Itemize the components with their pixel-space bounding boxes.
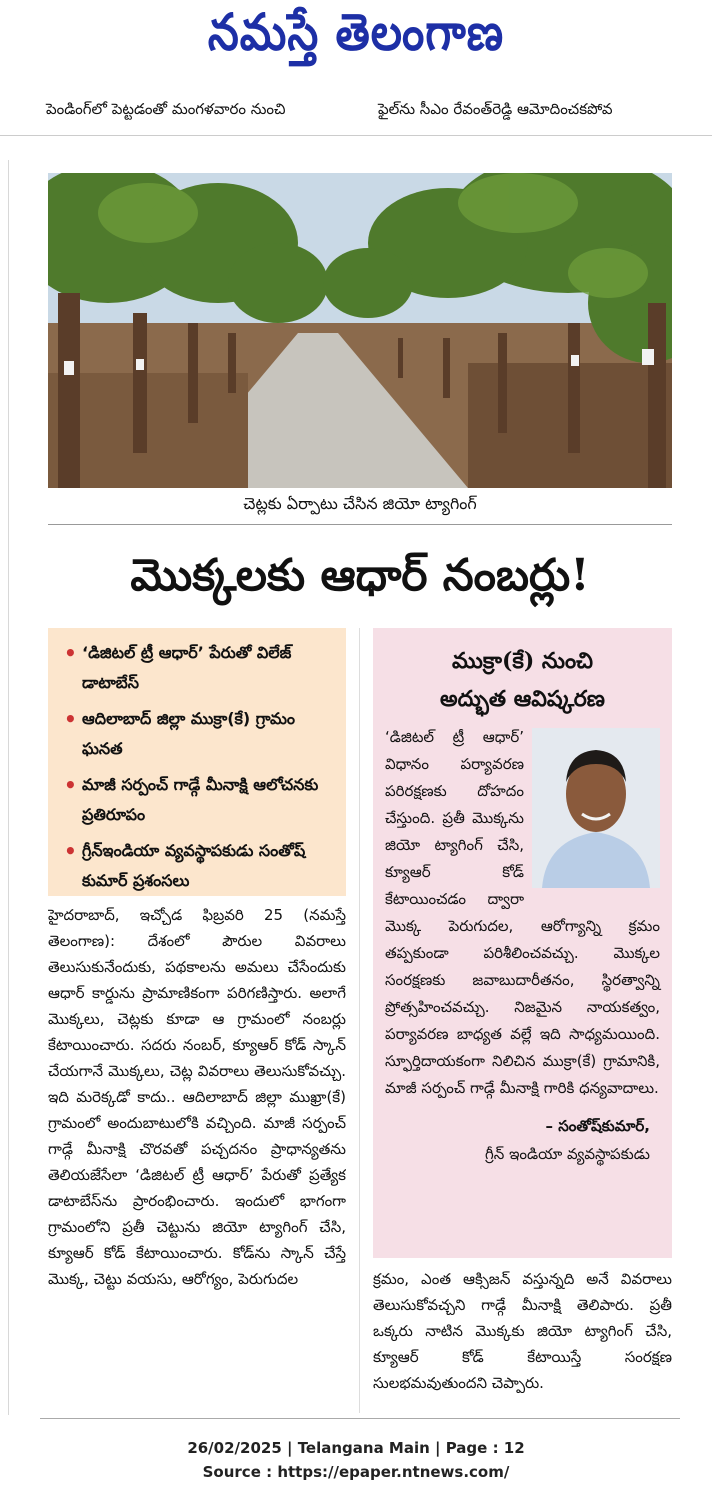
- article-body-right: క్రమం, ఎంత ఆక్సిజన్ వస్తున్నది అనే వివరాలు తెలుసుకోవచ్చని గాడ్గే మీనాక్షి తెలిపారు. ప్రతీ ఒక్కరు నాటిన మొక్కకు జియో ట్యాగింగ్ చేసి, క్యూఆర్ కోడ్ కేటాయిస్తే సంరక్షణ సులభమవుతుందని చెప్పారు.: [373, 1270, 672, 1392]
- highlights-box: [48, 628, 346, 896]
- highlight-item: • ఆదిలాబాద్ జిల్లా ముక్రా(కే) గ్రామం ఘనత: [62, 704, 336, 764]
- highlight-item: • గ్రీన్‌ఇండియా వ్యవస్థాపకుడు సంతోష్ కుమార్ ప్రశంసలు: [62, 836, 336, 896]
- portrait-photo: [532, 728, 660, 888]
- newspaper-logo: నమస్తే తెలంగాణ: [207, 3, 505, 62]
- page-edge-rule: [8, 160, 9, 1415]
- page-footer: [0, 1436, 712, 1496]
- quote-attribution: [385, 1112, 660, 1168]
- sidebar-title: [385, 642, 660, 718]
- attribution-role: గ్రీన్ ఇండియా వ్యవస్థాపకుడు: [485, 1145, 650, 1163]
- highlight-item: • ‘డిజిటల్ ట్రీ ఆధార్’ పేరుతో విలేజ్ డాటాబేస్: [62, 638, 336, 698]
- ticker-left: పెండింగ్‌లో పెట్టడంతో మంగళవారం నుంచి: [46, 100, 286, 118]
- photo-caption: చెట్లకు ఏర్పాటు చేసిన జియో ట్యాగింగ్: [243, 494, 477, 513]
- ticker-right: ఫైల్‌ను సీఎం రేవంత్‌రెడ్డి ఆమోదించకపోవ: [378, 100, 613, 118]
- article-headline: మొక్కలకు ఆధార్ నంబర్లు!: [130, 550, 590, 601]
- column-divider: [359, 628, 360, 1413]
- tree-lined-road-photo: [48, 173, 672, 488]
- sidebar-title-line: అద్భుత ఆవిష్కరణ: [440, 686, 605, 712]
- highlight-item: • మాజీ సర్పంచ్ గాడ్గే మీనాక్షి ఆలోచనకు ప్రతిరూపం: [62, 770, 336, 830]
- masthead: [0, 0, 712, 78]
- divider: [0, 135, 712, 136]
- sidebar-title-line: ముక్రా(కే) నుంచి: [452, 648, 593, 674]
- article-body-left: హైదరాబాద్, ఇచ్చోడ ఫిబ్రవరి 25 (నమస్తే తెలంగాణ): దేశంలో పౌరుల వివరాలు తెలుసుకునేందుకు, పథకాలను అమలు చేసేందుకు ఆధార్ కార్డును ప్రామాణికంగా పరిగణిస్తారు. అలాగే మొక్కలు, చెట్లకు కూడా ఆ గ్రామంలో నంబర్లు కేటాయించారు. సదరు నంబర్, క్యూఆర్ కోడ్ స్కాన్ చేయగానే మొక్కలు, చెట్ల వివరాలు తెలుసుకోవచ్చు. ఇది మరెక్కడో కాదు.. ఆదిలాబాద్ జిల్లా ముఖ్రా(కే) గ్రామంలో అందుబాటులోకి వచ్చింది. మాజీ సర్పంచ్ గాడ్గే మీనాక్షి చొరవతో పచ్చదనం ప్రాధాన్యతను తెలియజేసేలా ‘డిజిటల్ ట్రీ ఆధార్’ పేరుతో ప్రత్యేక డాటాబేస్‌ను ప్రారంభించారు. ఇందులో భాగంగా గ్రామంలోని ప్రతీ చెట్టును జియో ట్యాగింగ్ చేసి, క్యూఆర్ కోడ్ కేటాయించారు. కోడ్‌ను స్కాన్ చేస్తే మొక్క, చెట్టు వయసు, ఆరోగ్యం, పెరుగుదల: [48, 906, 346, 1288]
- source-link[interactable]: Source : https://epaper.ntnews.com/: [202, 1463, 510, 1481]
- divider: [40, 1418, 680, 1419]
- divider: [48, 524, 672, 525]
- quote-sidebar: [373, 628, 672, 1258]
- edition-info: 26/02/2025 | Telangana Main | Page : 12: [187, 1439, 525, 1457]
- sidebar-quote-text: ‘డిజిటల్ ట్రీ ఆధార్’ విధానం పర్యావరణ పరిరక్షణకు దోహదం చేస్తుంది. ప్రతీ మొక్కను జియో ట్యాగింగ్ చేసి, క్యూఆర్ కోడ్ కేటాయించడం ద్వారా మొక్క పెరుగుదల, ఆరోగ్యాన్ని క్రమం తప్పకుండా పరిశీలించవచ్చు. మొక్కల సంరక్షణకు జవాబుదారీతనం, స్థిరత్వాన్ని ప్రోత్సహించవచ్చు. నిజమైన నాయకత్వం, పర్యావరణ బాధ్యత వల్లే ఇది సాధ్యమయింది. స్ఫూర్తిదాయకంగా నిలిచిన ముక్రా(కే) గ్రామానికి, మాజీ సర్పంచ్ గాడ్గే మీనాక్షి గారికి ధన్యవాదాలు.: [385, 728, 660, 1097]
- attribution-name: – సంతోష్‌కుమార్,: [545, 1117, 650, 1135]
- ticker-strip: [0, 96, 712, 126]
